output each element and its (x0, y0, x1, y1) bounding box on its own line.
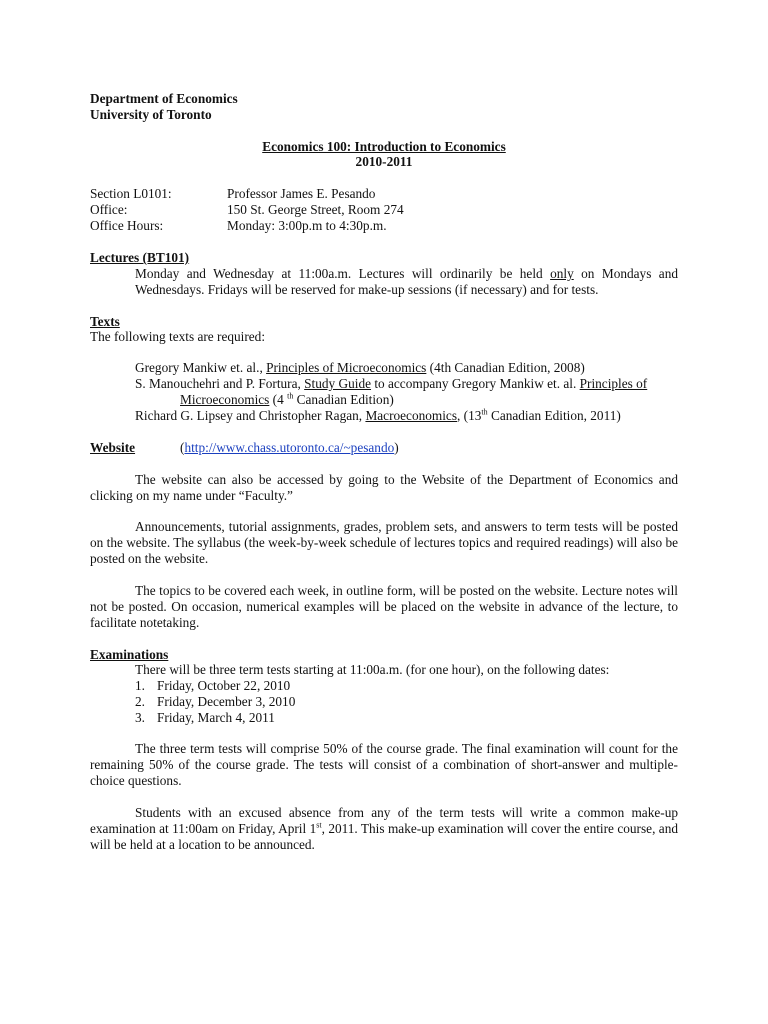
list-item (135, 710, 678, 726)
list-item (135, 678, 678, 694)
text-title: Study Guide (304, 376, 372, 391)
texts-list (135, 360, 678, 424)
superscript: th (481, 407, 488, 417)
text-author: Richard G. Lipsey and Christopher Ragan, (135, 408, 366, 423)
lectures-text-b: on Mondays and Wednesdays. Fridays will be reserved for make-up sessions (if necessary) and for tests. (135, 266, 678, 297)
info-value: Professor James E. Pesando (227, 186, 376, 201)
examinations-intro: There will be three term tests starting at 11:00a.m. (for one hour), on the following dates: (135, 662, 610, 677)
exam-date: Friday, March 4, 2011 (157, 710, 275, 725)
texts-intro: The following texts are required: (90, 329, 266, 344)
text-title: Macroeconomics (365, 408, 458, 423)
website-paragraph-3: The topics to be covered each week, in outline form, will be posted on the website. Lecture notes will not be posted. On occasion, numerical examples will be placed on the website in advance of the lecture, to facilitate notetaking. (90, 583, 678, 630)
text-connector: to accompany Gregory Mankiw et. al. (371, 376, 580, 391)
text-edition: (4th Canadian Edition, 2008) (426, 360, 585, 375)
info-row-office (90, 202, 678, 218)
website-paragraph-1: The website can also be accessed by going to the Website of the Department of Economics and clicking on my name under “Faculty.” (90, 472, 678, 503)
list-number: 2. (135, 694, 145, 709)
department-name: Department of Economics (90, 91, 238, 106)
examinations-paragraph-2 (90, 805, 678, 853)
text-title: Principles of Microeconomics (266, 360, 427, 375)
website-paragraph-2: Announcements, tutorial assignments, grades, problem sets, and answers to term tests will be posted on the website. The syllabus (the week-by-week schedule of lectures topics and required readings) will also be posted on the website. (90, 519, 678, 566)
info-label: Section L0101: (90, 186, 172, 201)
website-line (90, 440, 678, 456)
lectures-text-a: Monday and Wednesday at 11:00a.m. Lectures will ordinarily be held (135, 266, 551, 281)
text-item-3 (135, 408, 678, 424)
text-title: Principles of Microeconomics (180, 376, 648, 407)
list-number: 3. (135, 710, 145, 725)
exam-date: Friday, October 22, 2010 (157, 678, 291, 693)
text-edition: Canadian Edition) (293, 392, 394, 407)
paren-open: ( (180, 440, 185, 455)
lectures-emphasis: only (550, 266, 574, 281)
exam-text-b: , 2011. This make-up examination will cover the entire course, and will be held at a location to be announced. (90, 821, 678, 852)
text-item-2 (135, 376, 678, 408)
website-heading: Website (90, 440, 136, 455)
info-label: Office: (90, 202, 128, 217)
text-item-1 (135, 360, 678, 376)
info-value: 150 St. George Street, Room 274 (227, 202, 404, 217)
text-edition: Canadian Edition, 2011) (487, 408, 621, 423)
text-edition: , (13 (457, 408, 482, 423)
text-author: S. Manouchehri and P. Fortura, (135, 376, 305, 391)
text-author: Gregory Mankiw et. al., (135, 360, 267, 375)
info-row-office-hours (90, 218, 678, 234)
website-link[interactable]: http://www.chass.utoronto.ca/~pesando (184, 440, 395, 455)
info-value: Monday: 3:00p.m to 4:30p.m. (227, 218, 387, 233)
lectures-heading: Lectures (BT101) (90, 250, 190, 265)
paren-close: ) (394, 440, 399, 455)
lectures-paragraph (135, 266, 678, 298)
info-label: Office Hours: (90, 218, 164, 233)
exam-date: Friday, December 3, 2010 (157, 694, 296, 709)
superscript: th (287, 391, 294, 401)
course-info (90, 186, 678, 234)
list-number: 1. (135, 678, 145, 693)
examinations-heading: Examinations (90, 647, 169, 662)
course-title: Economics 100: Introduction to Economics (262, 139, 506, 154)
info-row-section (90, 186, 678, 202)
examinations-paragraph-1: The three term tests will comprise 50% of the course grade. The final examination will count for the remaining 50% of the course grade. The tests will consist of a combination of short-answer and multiple-choice questions. (90, 741, 678, 788)
text-edition: (4 (269, 392, 288, 407)
superscript: st (316, 820, 322, 830)
exam-text-a: Students with an excused absence from any of the term tests will write a common make-up examination at 11:00am on Friday, April 1 (90, 805, 678, 836)
university-name: University of Toronto (90, 107, 212, 122)
academic-year: 2010-2011 (355, 154, 413, 169)
texts-heading: Texts (90, 314, 120, 329)
exam-dates-list (135, 678, 678, 726)
list-item (135, 694, 678, 710)
